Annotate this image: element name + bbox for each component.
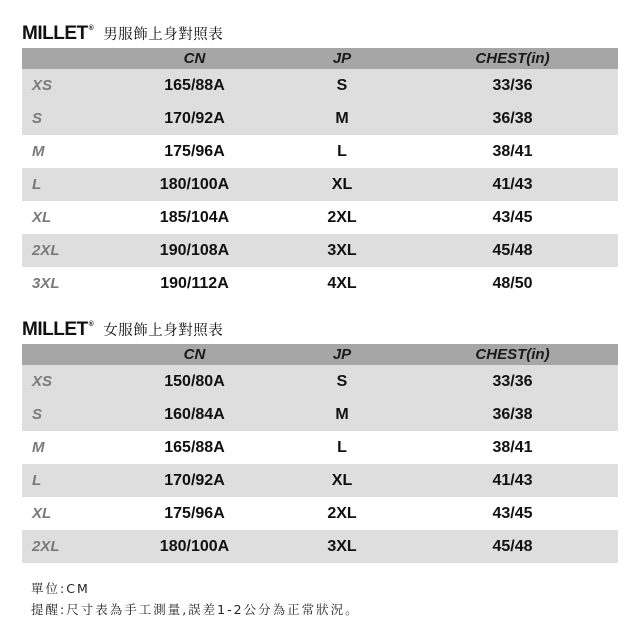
- footnotes: [31, 578, 360, 620]
- table-row: [22, 201, 618, 234]
- size-cell: XL: [32, 209, 52, 226]
- size-cell: L: [22, 168, 112, 201]
- table-row: [22, 267, 618, 300]
- cn-cell: 165/88A: [112, 69, 277, 102]
- size-cell: 3XL: [32, 275, 60, 292]
- jp-cell: 3XL: [277, 530, 407, 563]
- size-cell: S: [22, 398, 112, 431]
- jp-cell: XL: [277, 168, 407, 201]
- size-cell: 2XL: [22, 530, 112, 563]
- chest-cell: 38/41: [492, 438, 533, 456]
- women-chart-title: 女服飾上身對照表: [103, 322, 224, 339]
- cn-cell: 190/108A: [112, 234, 277, 267]
- size-cell: XS: [22, 69, 112, 102]
- women-size-table: [22, 344, 618, 563]
- table-header-row: [22, 344, 618, 365]
- size-cell: L: [22, 464, 112, 497]
- header-chest: CHEST(in): [407, 48, 618, 69]
- men-size-section: [22, 18, 618, 300]
- chest-cell: 38/41: [492, 142, 533, 160]
- millet-logo: MILLET ®: [22, 22, 94, 44]
- jp-cell: M: [277, 398, 407, 431]
- header-cn: CN: [112, 48, 277, 69]
- table-row: [22, 365, 618, 398]
- chest-cell: 33/36: [407, 365, 618, 398]
- header-jp: JP: [277, 48, 407, 69]
- jp-cell: 4XL: [327, 274, 357, 292]
- cn-cell: 150/80A: [112, 365, 277, 398]
- jp-cell: L: [337, 438, 347, 456]
- table-row: [22, 431, 618, 464]
- table-row: [22, 135, 618, 168]
- table-row: [22, 234, 618, 267]
- chest-cell: 43/45: [492, 504, 533, 522]
- millet-logo: MILLET ®: [22, 318, 94, 340]
- chest-cell: 45/48: [407, 530, 618, 563]
- chest-cell: 36/38: [407, 102, 618, 135]
- header-jp: JP: [277, 344, 407, 365]
- jp-cell: 3XL: [277, 234, 407, 267]
- table-row: [22, 398, 618, 431]
- cn-cell: 165/88A: [164, 438, 225, 456]
- cn-cell: 175/96A: [164, 142, 225, 160]
- men-size-table: [22, 48, 618, 300]
- unit-note: 單位:CM: [31, 581, 90, 596]
- header-cn: CN: [112, 344, 277, 365]
- chest-cell: 41/43: [407, 168, 618, 201]
- cn-cell: 160/84A: [112, 398, 277, 431]
- jp-cell: S: [277, 365, 407, 398]
- women-size-section: [22, 314, 618, 563]
- cn-cell: 170/92A: [112, 102, 277, 135]
- registered-mark: ®: [88, 320, 94, 328]
- chest-cell: 36/38: [407, 398, 618, 431]
- cn-cell: 175/96A: [164, 504, 225, 522]
- jp-cell: L: [337, 142, 347, 160]
- table-row: [22, 69, 618, 102]
- size-cell: XS: [22, 365, 112, 398]
- table-row: [22, 530, 618, 563]
- jp-cell: S: [277, 69, 407, 102]
- size-cell: XL: [32, 505, 52, 522]
- jp-cell: M: [277, 102, 407, 135]
- chest-cell: 45/48: [407, 234, 618, 267]
- men-chart-title: 男服飾上身對照表: [103, 26, 224, 43]
- chest-cell: 48/50: [492, 274, 533, 292]
- table-row: [22, 168, 618, 201]
- men-title-row: [22, 18, 618, 48]
- jp-cell: 2XL: [327, 208, 357, 226]
- size-cell: M: [32, 439, 45, 456]
- table-row: [22, 497, 618, 530]
- cn-cell: 180/100A: [112, 530, 277, 563]
- cn-cell: 190/112A: [160, 274, 229, 292]
- jp-cell: XL: [277, 464, 407, 497]
- cn-cell: 170/92A: [112, 464, 277, 497]
- chest-cell: 41/43: [407, 464, 618, 497]
- header-chest: CHEST(in): [407, 344, 618, 365]
- size-cell: M: [32, 143, 45, 160]
- table-header-row: [22, 48, 618, 69]
- jp-cell: 2XL: [327, 504, 357, 522]
- table-row: [22, 464, 618, 497]
- registered-mark: ®: [88, 24, 94, 32]
- cn-cell: 180/100A: [112, 168, 277, 201]
- size-cell: S: [22, 102, 112, 135]
- measurement-reminder: 提醒:尺寸表為手工測量,誤差1-2公分為正常狀況。: [31, 602, 360, 617]
- chest-cell: 43/45: [492, 208, 533, 226]
- chest-cell: 33/36: [407, 69, 618, 102]
- header-size: [22, 344, 112, 365]
- table-row: [22, 102, 618, 135]
- cn-cell: 185/104A: [159, 208, 230, 226]
- size-cell: 2XL: [22, 234, 112, 267]
- women-title-row: [22, 314, 618, 344]
- header-size: [22, 48, 112, 69]
